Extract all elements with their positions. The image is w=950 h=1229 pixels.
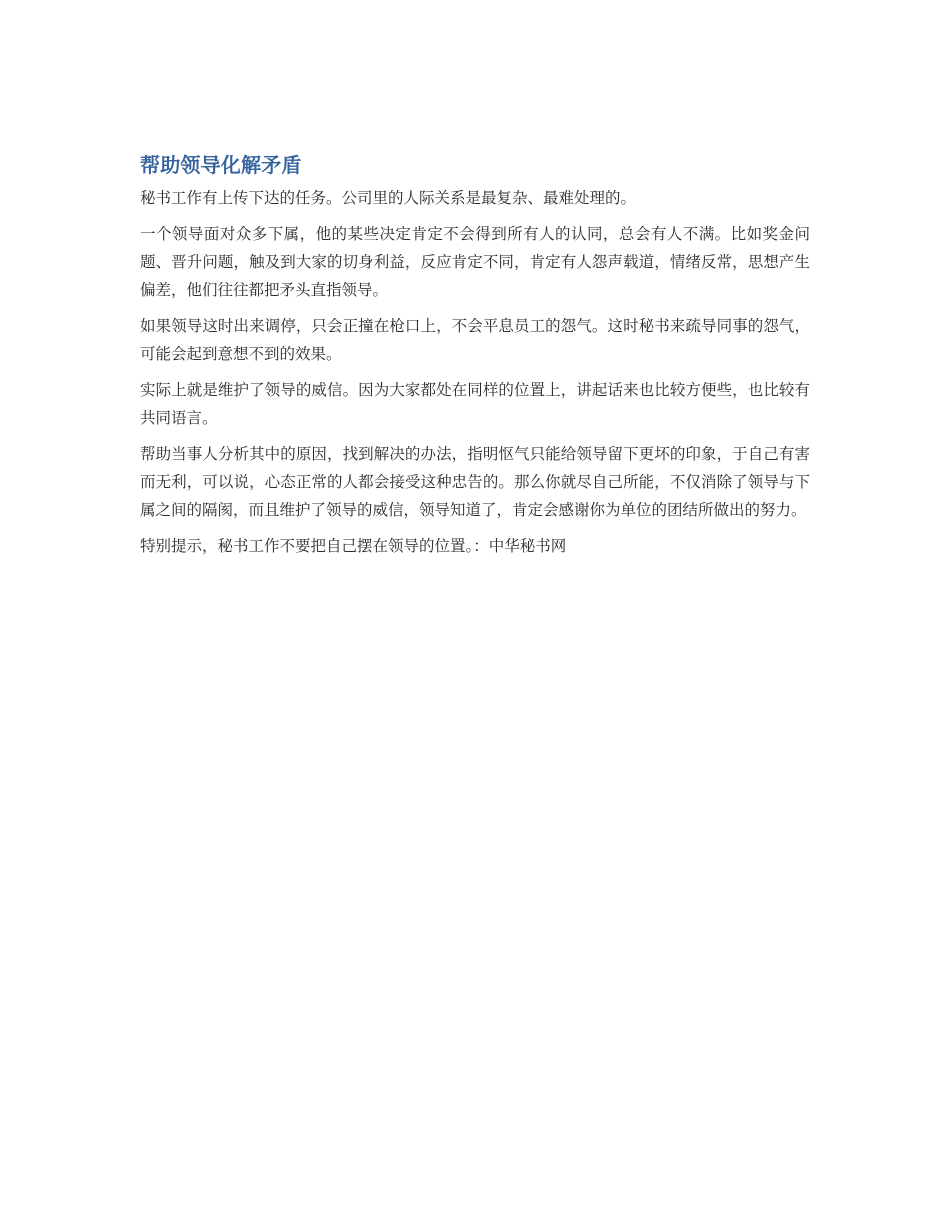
paragraph-mediation: 如果领导这时出来调停，只会正撞在枪口上，不会平息员工的怨气。这时秘书来疏导同事的怨气，可能会起到意想不到的效果。 [140, 317, 810, 363]
document-title: 帮助领导化解矛盾 [140, 153, 302, 177]
paragraph-tip: 特别提示，秘书工作不要把自己摆在领导的位置。：中华秘书网 [140, 537, 567, 555]
document-page [140, 150, 810, 568]
paragraph-intro: 秘书工作有上传下达的任务。公司里的人际关系是最复杂、最难处理的。 [140, 189, 637, 207]
paragraph-advice: 帮助当事人分析其中的原因，找到解决的办法，指明怄气只能给领导留下更坏的印象，于自己有害而无利，可以说，心态正常的人都会接受这种忠告的。那么你就尽自己所能，不仅消除了领导与下属之间的隔阂，而且维护了领导的威信，领导知道了，肯定会感谢你为单位的团结所做出的努力。 [140, 445, 810, 519]
paragraph-conflict: 一个领导面对众多下属，他的某些决定肯定不会得到所有人的认同，总会有人不满。比如奖金问题、晋升问题，触及到大家的切身利益，反应肯定不同，肯定有人怨声载道，情绪反常，思想产生偏差，他们往往都把矛头直指领导。 [140, 225, 810, 299]
paragraph-authority: 实际上就是维护了领导的威信。因为大家都处在同样的位置上，讲起话来也比较方便些，也比较有共同语言。 [140, 381, 810, 427]
